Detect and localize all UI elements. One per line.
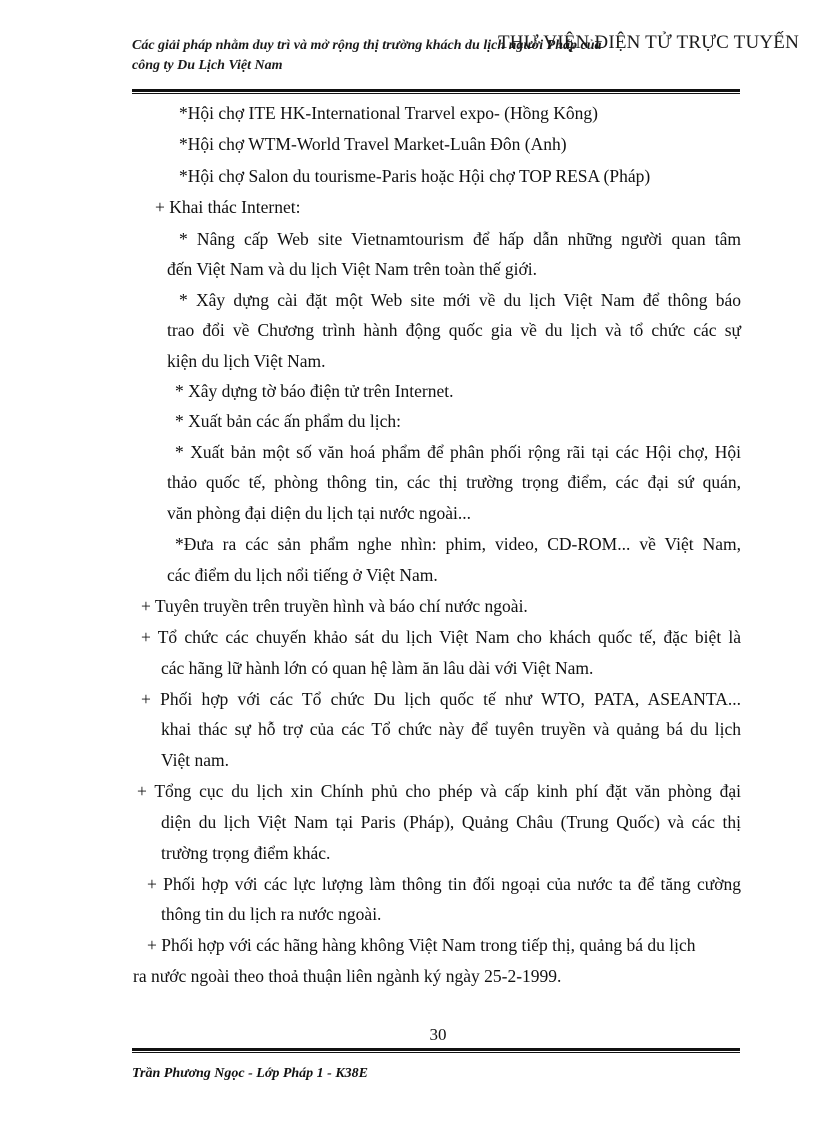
text-line: các hãng lữ hành lớn có quan hệ làm ăn lâu dài với Việt Nam. <box>161 658 594 678</box>
text-line: * Xuất bản các ấn phẩm du lịch: <box>175 411 401 431</box>
text-line: thông tin du lịch ra nước ngoài. <box>161 904 382 924</box>
text-line: + Tổ chức các chuyến khảo sát du lịch Việt Nam cho khách quốc tế, đặc biệt là <box>141 627 741 647</box>
footer-author: Trần Phương Ngọc - Lớp Pháp 1 - K38E <box>132 1066 369 1081</box>
text-line: + Phối hợp với các lực lượng làm thông tin đối ngoại của nước ta để tăng cường <box>147 874 741 894</box>
text-line: *Hội chợ WTM-World Travel Market-Luân Đôn (Anh) <box>179 134 567 154</box>
text-line: các điểm du lịch nổi tiếng ở Việt Nam. <box>167 565 438 585</box>
text-line: * Nâng cấp Web site Vietnamtourism để hấp dẫn những người quan tâm <box>179 229 741 249</box>
page-number: 30 <box>429 1025 447 1044</box>
text-line: * Xây dựng tờ báo điện tử trên Internet. <box>175 381 454 401</box>
document-title-line-1: Các giải pháp nhằm duy trì và mở rộng thị trường khách du lịch người Pháp của <box>132 38 602 53</box>
library-watermark: THƯ VIỆN ĐIỆN TỬ TRỰC TUYẾN <box>498 32 800 53</box>
text-line: * Xây dựng cài đặt một Web site mới về du lịch Việt Nam để thông báo <box>179 290 741 310</box>
text-line: khai thác sự hỗ trợ của các Tổ chức này để tuyên truyền và quảng bá du lịch <box>161 719 741 739</box>
text-line: + Phối hợp với các Tổ chức Du lịch quốc tế như WTO, PATA, ASEANTA... <box>141 689 741 709</box>
text-line: đến Việt Nam và du lịch Việt Nam trên toàn thế giới. <box>167 259 538 279</box>
text-line: *Đưa ra các sản phẩm nghe nhìn: phim, video, CD-ROM... về Việt Nam, <box>175 534 741 554</box>
text-line: thảo quốc tế, phòng thông tin, các thị trường trọng điểm, các đại sứ quán, <box>167 472 741 492</box>
text-line: + Phối hợp với các hãng hàng không Việt Nam trong tiếp thị, quảng bá du lịch <box>147 935 696 955</box>
text-line: trường trọng điểm khác. <box>161 843 331 863</box>
document-title-line-2: công ty Du Lịch Việt Nam <box>132 58 283 73</box>
text-line: + Tổng cục du lịch xin Chính phủ cho phép và cấp kinh phí đặt văn phòng đại <box>137 781 741 801</box>
text-line: ra nước ngoài theo thoả thuận liên ngành ký ngày 25-2-1999. <box>133 966 562 986</box>
text-line: *Hội chợ Salon du tourisme-Paris hoặc Hội chợ TOP RESA (Pháp) <box>179 166 651 186</box>
text-line: diện du lịch Việt Nam tại Paris (Pháp), Quảng Châu (Trung Quốc) và các thị <box>161 812 741 832</box>
footer-rule <box>132 1048 740 1053</box>
text-line: trao đổi về Chương trình hành động quốc gia về du lịch và tổ chức các sự <box>167 320 741 340</box>
text-line: + Khai thác Internet: <box>155 197 301 217</box>
text-line: * Xuất bản một số văn hoá phẩm để phân phối rộng rãi tại các Hội chợ, Hội <box>175 442 741 462</box>
text-line: Việt nam. <box>161 750 229 770</box>
text-line: + Tuyên truyền trên truyền hình và báo chí nước ngoài. <box>141 596 528 616</box>
text-line: kiện du lịch Việt Nam. <box>167 351 326 371</box>
text-line: văn phòng đại diện du lịch tại nước ngoài... <box>167 503 472 523</box>
text-line: *Hội chợ ITE HK-International Trarvel expo- (Hồng Kông) <box>179 103 598 123</box>
